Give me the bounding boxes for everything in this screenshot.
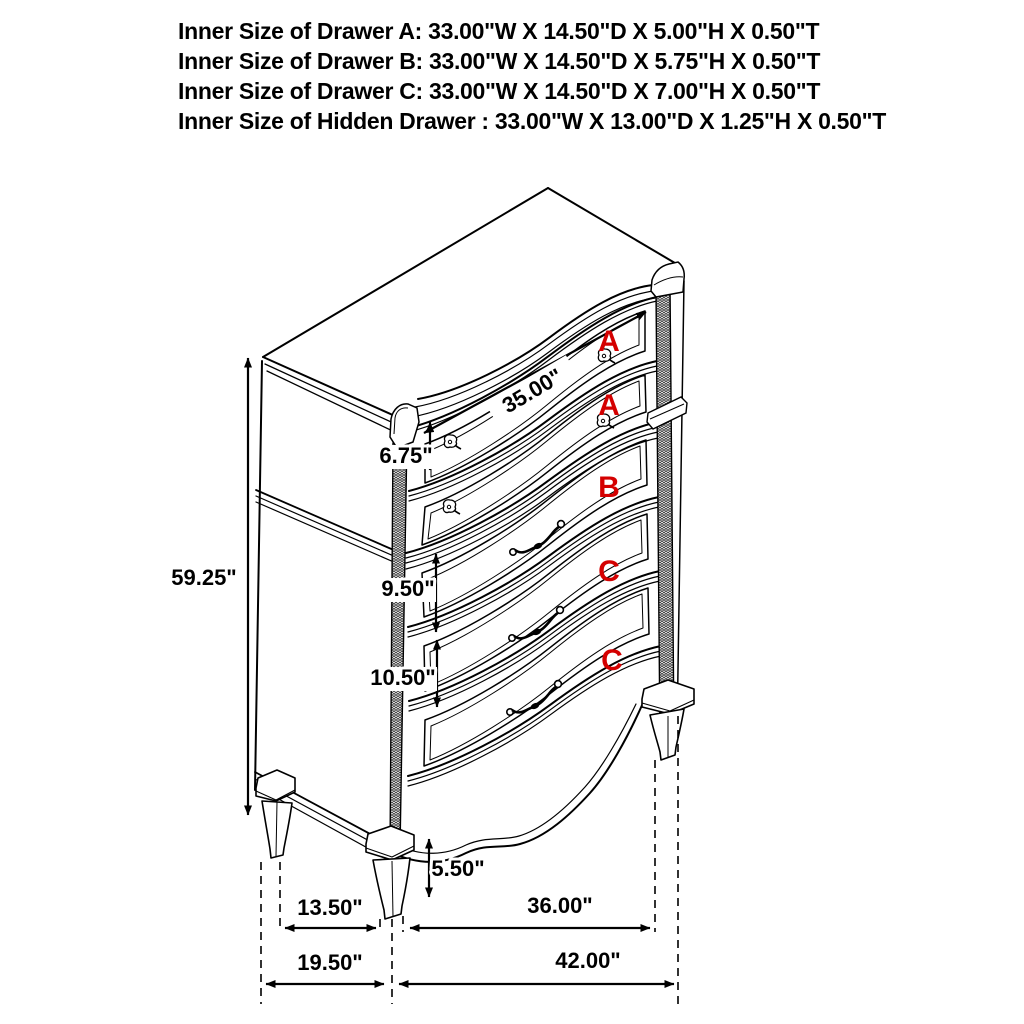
legs bbox=[256, 680, 694, 919]
chest-outline bbox=[255, 188, 684, 862]
left-fluted-post bbox=[390, 436, 407, 853]
knob-icon bbox=[443, 500, 460, 514]
header-line-3: Inner Size of Drawer C: 33.00"W X 14.50"D X 7.00"H X 0.50"T bbox=[178, 78, 821, 104]
dim-inner-width: 36.00" bbox=[527, 893, 593, 918]
back-left-leg bbox=[256, 770, 295, 858]
header-line-4: Inner Size of Hidden Drawer : 33.00"W X 13.00"D X 1.25"H X 0.50"T bbox=[178, 108, 886, 134]
dim-inner-depth: 13.50" bbox=[297, 895, 363, 920]
dim-overall-height: 59.25" bbox=[171, 565, 237, 590]
dim-leg-height: 5.50" bbox=[431, 856, 485, 881]
dim-overall-depth: 19.50" bbox=[297, 950, 363, 975]
header-line-2: Inner Size of Drawer B: 33.00"W X 14.50"D X 5.75"H X 0.50"T bbox=[178, 48, 821, 74]
drawer-label-c2: C bbox=[601, 644, 623, 677]
drawer-label-c1: C bbox=[598, 555, 620, 588]
right-fluted-post bbox=[656, 285, 674, 741]
bail-handle-icon bbox=[507, 681, 562, 716]
chest-line bbox=[430, 594, 643, 760]
drawer-label-a2: A bbox=[598, 389, 620, 422]
fluted-posts bbox=[390, 262, 687, 853]
front-left-leg bbox=[366, 826, 414, 919]
dim-top-width: 35.00" bbox=[497, 363, 567, 419]
dim-drawer-c-height: 9.50" bbox=[381, 576, 435, 601]
drawer-label-b: B bbox=[598, 471, 620, 504]
drawer-label-a1: A bbox=[598, 325, 620, 358]
front-right-leg bbox=[642, 680, 694, 760]
dim-overall-width: 42.00" bbox=[555, 948, 621, 973]
dim-bottom-drawer-height: 10.50" bbox=[370, 665, 436, 690]
top-right-cap bbox=[651, 262, 684, 297]
dim-drawer-a-height: 6.75" bbox=[379, 443, 433, 468]
header-line-1: Inner Size of Drawer A: 33.00"W X 14.50"D X 5.00"H X 0.50"T bbox=[178, 18, 820, 44]
